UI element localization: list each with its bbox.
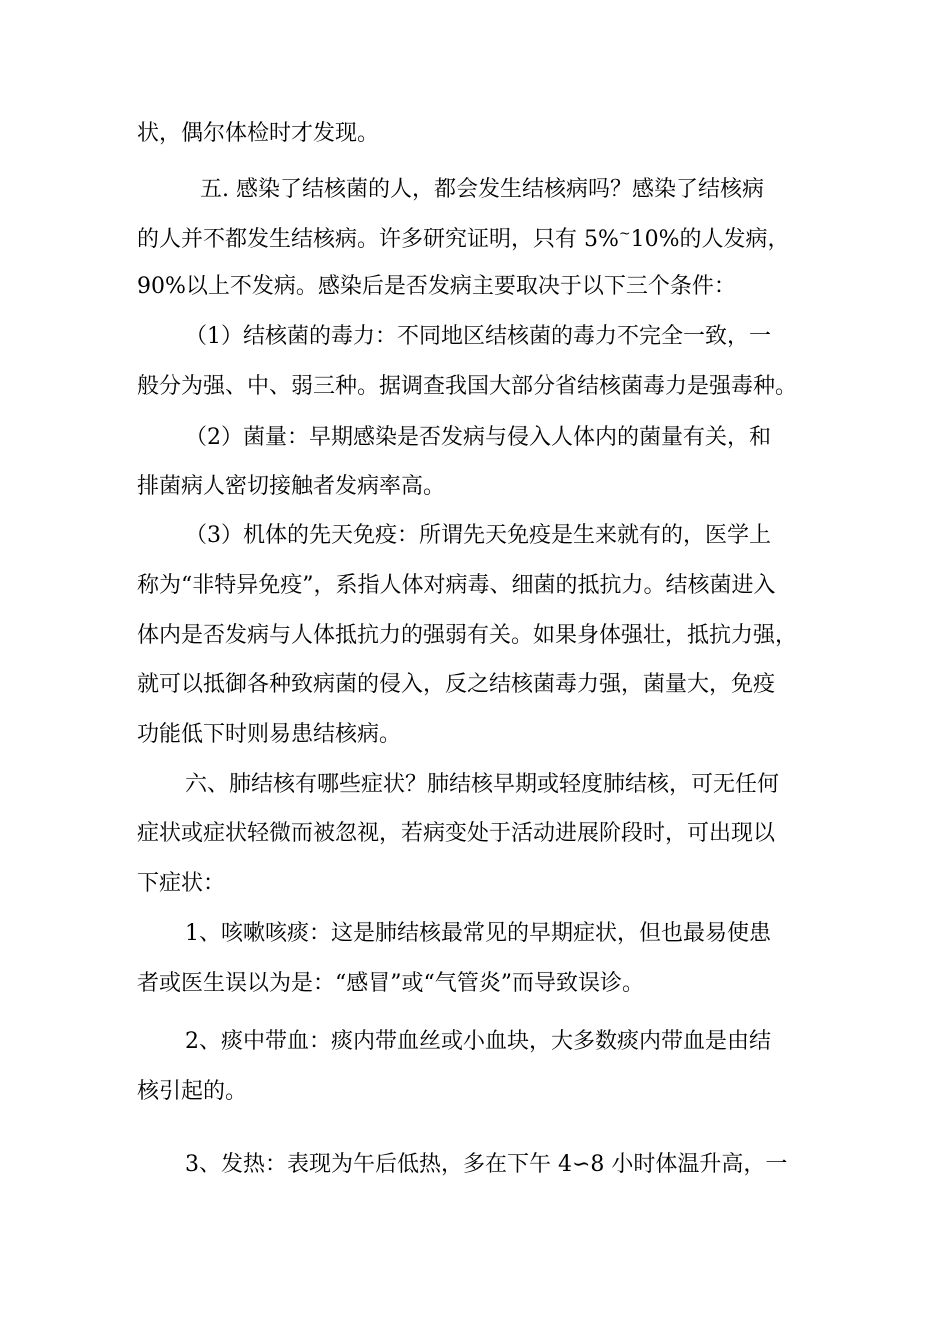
- percent-span: 10%的人发病，: [630, 227, 790, 252]
- tilde-mark: ~: [618, 226, 631, 242]
- text-line: 90%以上不发病。感染后是否发病主要取决于以下三个条件：: [137, 274, 736, 299]
- text-line: 者或医生误以为是：“感冒”或“气管炎”而导致误诊。: [137, 971, 644, 996]
- text-line: 2、痰中带血：痰内带血丝或小血块，大多数痰内带血是由结: [185, 1029, 771, 1054]
- text-line: 般分为强、中、弱三种。据调查我国大部分省结核菌毒力是强毒种。: [137, 374, 798, 399]
- text-line: 症状或症状轻微而被忽视，若病变处于活动进展阶段时，可出现以: [137, 821, 776, 846]
- text-line: 体内是否发病与人体抵抗力的强弱有关。如果身体强壮，抵抗力强，: [137, 623, 798, 648]
- text-line: （1）结核菌的毒力：不同地区结核菌的毒力不完全一致，一: [185, 324, 771, 349]
- text-line: 核引起的。: [137, 1079, 248, 1104]
- text-line: 下症状：: [137, 871, 226, 896]
- text-line: 状，偶尔体检时才发现。: [137, 121, 380, 146]
- text-line: 1、咳嗽咳痰：这是肺结核最常见的早期症状，但也最易使患: [185, 921, 771, 946]
- text-line: 排菌病人密切接触者发病率高。: [137, 474, 446, 499]
- text-line: 3、发热：表现为午后低热，多在下午 4∽8 小时体温升高，一: [185, 1152, 788, 1177]
- percent-span: 5%: [584, 227, 619, 252]
- text-line: [137, 225, 827, 255]
- text-line: （2）菌量：早期感染是否发病与侵入人体内的菌量有关，和: [185, 425, 771, 450]
- text-span: 的人并不都发生结核病。许多研究证明，只有: [137, 227, 578, 252]
- text-line: 五. 感染了结核菌的人，都会发生结核病吗？感染了结核病: [200, 177, 764, 202]
- text-line: 称为“非特异免疫”，系指人体对病毒、细菌的抵抗力。结核菌进入: [137, 573, 776, 598]
- text-line: 就可以抵御各种致病菌的侵入，反之结核菌毒力强，菌量大，免疫: [137, 672, 776, 697]
- text-line: （3）机体的先天免疫：所谓先天免疫是生来就有的，医学上: [185, 523, 771, 548]
- text-line: 六、肺结核有哪些症状？肺结核早期或轻度肺结核，可无任何: [185, 772, 780, 797]
- text-line: 功能低下时则易患结核病。: [137, 722, 402, 747]
